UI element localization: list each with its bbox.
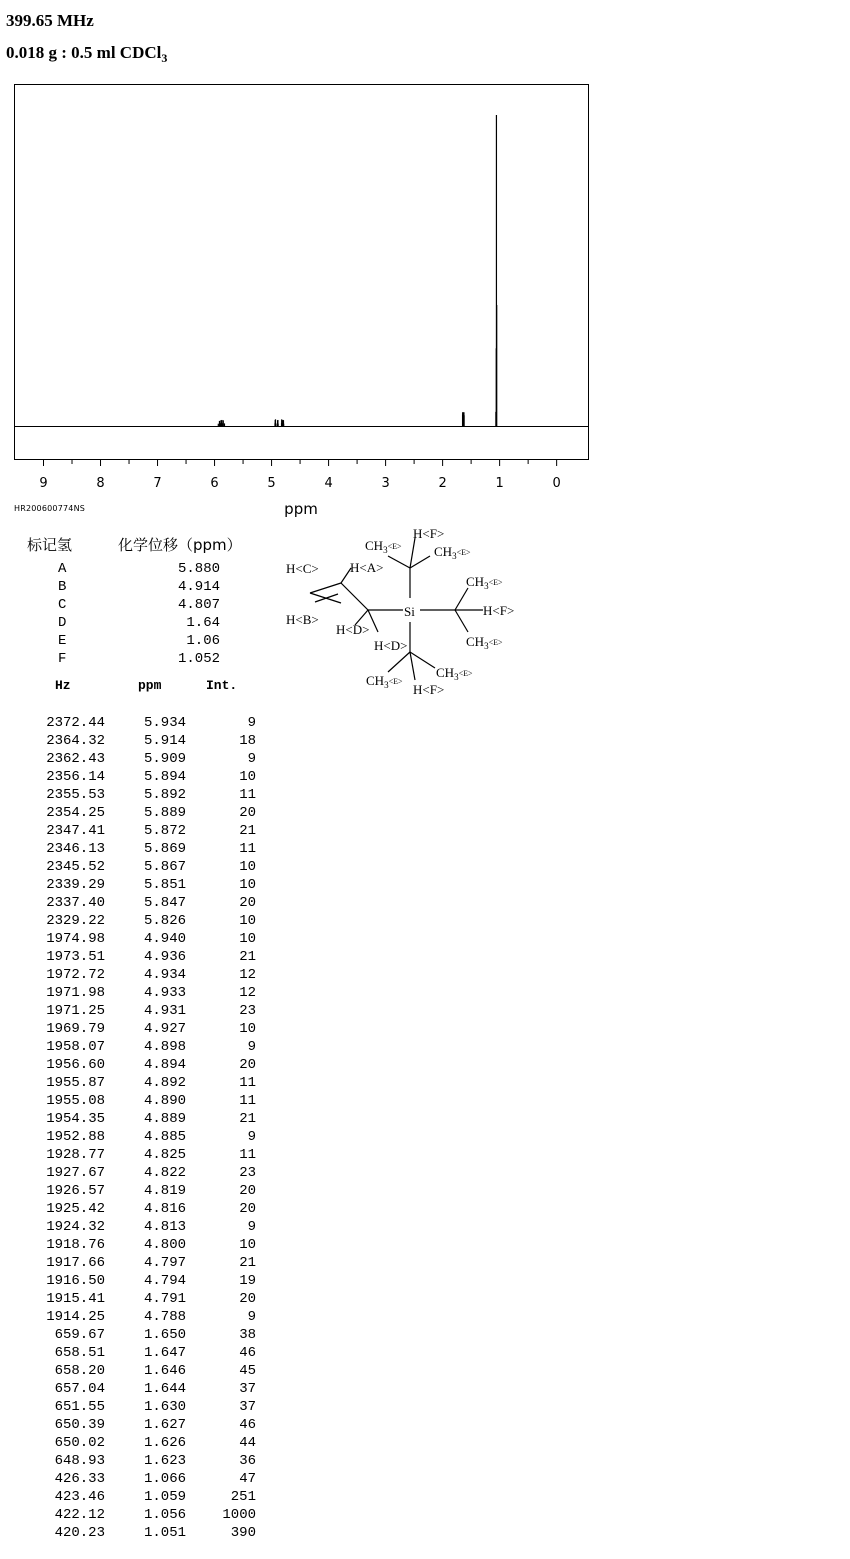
h-f-right-label: H<F> <box>483 603 515 618</box>
peak-int: 390 <box>230 1525 256 1541</box>
h-f-top-label: H<F> <box>413 526 445 541</box>
peak-ppm: 1.623 <box>143 1453 186 1469</box>
peak-hz: 2355.53 <box>46 787 105 803</box>
peak-hz: 1925.42 <box>46 1201 105 1217</box>
peak-hz: 426.33 <box>54 1471 105 1487</box>
peak-int: 10 <box>239 859 256 875</box>
assignment-label: F <box>58 651 67 667</box>
peak-hz: 2337.40 <box>46 895 105 911</box>
ch3-e2-label: $CH_3^{<E>}$ <box>434 544 471 561</box>
peak-hz: 2354.25 <box>46 805 105 821</box>
peak-ppm: 1.650 <box>143 1327 186 1343</box>
peak-int: 19 <box>239 1273 256 1289</box>
x-axis-label: ppm <box>284 500 318 518</box>
x-tick-label: 4 <box>324 476 333 491</box>
peak-header-hz: Hz <box>55 678 71 693</box>
peak-hz: 1974.98 <box>46 931 105 947</box>
peak-hz: 1973.51 <box>46 949 105 965</box>
peak-int: 10 <box>239 769 256 785</box>
peak-ppm: 5.869 <box>143 841 186 857</box>
peak-header-int: Int. <box>206 678 238 693</box>
peak-hz: 1915.41 <box>46 1291 105 1307</box>
peak-hz: 1956.60 <box>46 1057 105 1073</box>
peak-hz: 658.20 <box>54 1363 105 1379</box>
assignment-label: D <box>58 615 67 631</box>
peak-int: 11 <box>239 1075 256 1091</box>
assignment-label: B <box>58 579 67 595</box>
peak-int: 10 <box>239 913 256 929</box>
peak-ppm: 5.826 <box>143 913 186 929</box>
peak-ppm: 1.059 <box>143 1489 186 1505</box>
peak-hz: 422.12 <box>54 1507 105 1523</box>
peak-hz: 1958.07 <box>46 1039 105 1055</box>
peak-ppm: 5.914 <box>143 733 186 749</box>
peak-int: 1000 <box>222 1507 256 1523</box>
peak-ppm: 1.066 <box>143 1471 186 1487</box>
x-tick-label: 2 <box>438 476 447 491</box>
ch3-e4-label: $CH_3^{<E>}$ <box>466 634 503 651</box>
peak-int: 20 <box>239 895 256 911</box>
peak-int: 9 <box>247 1219 256 1235</box>
peak-ppm: 4.933 <box>143 985 186 1001</box>
peak-ppm: 4.813 <box>143 1219 186 1235</box>
peak-int: 23 <box>239 1003 256 1019</box>
peak-hz: 650.39 <box>54 1417 105 1433</box>
sample-subscript: 3 <box>161 51 168 65</box>
peak-hz: 2356.14 <box>46 769 105 785</box>
peak-int: 10 <box>239 1021 256 1037</box>
peak-hz: 1971.98 <box>46 985 105 1001</box>
x-tick-label: 6 <box>210 476 219 491</box>
peak-int: 23 <box>239 1165 256 1181</box>
h-b-label: H<B> <box>286 612 319 627</box>
assignment-shift: 5.880 <box>177 561 220 577</box>
x-tick-label: 5 <box>267 476 276 491</box>
peak-ppm: 4.819 <box>143 1183 186 1199</box>
peak-ppm: 1.644 <box>143 1381 186 1397</box>
peak-int: 9 <box>247 1129 256 1145</box>
peak-hz: 1952.88 <box>46 1129 105 1145</box>
ch3-e6-label: $CH_3^{<E>}$ <box>436 665 473 682</box>
peak-int: 46 <box>239 1417 256 1433</box>
peak-ppm: 4.791 <box>143 1291 186 1307</box>
h-d2-label: H<D> <box>374 638 408 653</box>
assignment-label: E <box>58 633 67 649</box>
h-a-label: H<A> <box>350 560 384 575</box>
peak-hz: 1928.77 <box>46 1147 105 1163</box>
atom-labels <box>286 526 514 697</box>
peak-ppm: 4.788 <box>143 1309 186 1325</box>
peak-hz: 1924.32 <box>46 1219 105 1235</box>
peaks-layer <box>218 115 496 427</box>
peak-ppm: 5.894 <box>143 769 186 785</box>
peak-ppm: 5.892 <box>143 787 186 803</box>
peak-int: 21 <box>239 1255 256 1271</box>
peak-ppm: 5.847 <box>143 895 186 911</box>
peak-int: 37 <box>239 1399 256 1415</box>
peak-ppm: 4.936 <box>143 949 186 965</box>
x-tick-label: 7 <box>153 476 162 491</box>
h-f-bottom-label: H<F> <box>413 682 445 697</box>
assignment-label: A <box>58 561 67 577</box>
peak-ppm: 4.800 <box>143 1237 186 1253</box>
assignment-shift: 1.64 <box>186 615 220 631</box>
peak-int: 21 <box>239 949 256 965</box>
peak-hz: 2346.13 <box>46 841 105 857</box>
peak-hz: 2364.32 <box>46 733 105 749</box>
peak-ppm: 4.940 <box>143 931 186 947</box>
x-tick-label: 8 <box>96 476 105 491</box>
h-c-label: H<C> <box>286 561 319 576</box>
peak-int: 10 <box>239 877 256 893</box>
peak-hz: 1972.72 <box>46 967 105 983</box>
peak-int: 11 <box>239 1093 256 1109</box>
peak-hz: 1954.35 <box>46 1111 105 1127</box>
assignment-label-header: 标记氢 <box>27 536 73 554</box>
peak-int: 37 <box>239 1381 256 1397</box>
peak-ppm: 4.797 <box>143 1255 186 1271</box>
peak-hz: 651.55 <box>54 1399 105 1415</box>
peak-hz: 658.51 <box>54 1345 105 1361</box>
peak-hz: 2329.22 <box>46 913 105 929</box>
peak-hz: 1918.76 <box>46 1237 105 1253</box>
peak-hz: 1917.66 <box>46 1255 105 1271</box>
peak-int: 20 <box>239 1291 256 1307</box>
peak-int: 11 <box>239 787 256 803</box>
peak-hz: 1914.25 <box>46 1309 105 1325</box>
peak-hz: 1955.87 <box>46 1075 105 1091</box>
peak-int: 18 <box>239 733 256 749</box>
peak-hz: 1971.25 <box>46 1003 105 1019</box>
peak-int: 10 <box>239 931 256 947</box>
peak-hz: 420.23 <box>54 1525 105 1541</box>
sample-main: 0.018 g : 0.5 ml CDCl <box>6 43 162 62</box>
peak-hz: 2347.41 <box>46 823 105 839</box>
peak-ppm: 5.851 <box>143 877 186 893</box>
peak-ppm: 4.892 <box>143 1075 186 1091</box>
peak-int: 45 <box>239 1363 256 1379</box>
peak-ppm: 4.931 <box>143 1003 186 1019</box>
peak-int: 20 <box>239 805 256 821</box>
peak-int: 9 <box>247 1309 256 1325</box>
peak-int: 36 <box>239 1453 256 1469</box>
peak-hz: 648.93 <box>54 1453 105 1469</box>
peak-int: 20 <box>239 1057 256 1073</box>
assignment-shift-header: 化学位移（ppm） <box>118 536 242 554</box>
peak-int: 21 <box>239 1111 256 1127</box>
peak-int: 12 <box>239 985 256 1001</box>
peak-int: 12 <box>239 967 256 983</box>
assignment-shift: 1.06 <box>186 633 220 649</box>
h-d1-label: H<D> <box>336 622 370 637</box>
peak-hz: 1916.50 <box>46 1273 105 1289</box>
peak-ppm: 4.894 <box>143 1057 186 1073</box>
peak-int: 11 <box>239 1147 256 1163</box>
x-tick-label: 9 <box>39 476 48 491</box>
plot-frame <box>15 85 589 460</box>
peak-ppm: 1.630 <box>143 1399 186 1415</box>
peak-hz: 423.46 <box>54 1489 105 1505</box>
nmr-spectrum-chart <box>0 0 600 525</box>
assignment-shift: 1.052 <box>177 651 220 667</box>
peak-hz: 1926.57 <box>46 1183 105 1199</box>
x-tick-label: 3 <box>381 476 390 491</box>
peak-hz: 657.04 <box>54 1381 105 1397</box>
peak-int: 21 <box>239 823 256 839</box>
peak-ppm: 4.890 <box>143 1093 186 1109</box>
ch3-e3-label: $CH_3^{<E>}$ <box>466 574 503 591</box>
peak-ppm: 4.816 <box>143 1201 186 1217</box>
peak-ppm: 4.822 <box>143 1165 186 1181</box>
peak-hz: 2345.52 <box>46 859 105 875</box>
peak-ppm: 1.626 <box>143 1435 186 1451</box>
peak-ppm: 4.794 <box>143 1273 186 1289</box>
peak-hz: 1927.67 <box>46 1165 105 1181</box>
peak-int: 20 <box>239 1183 256 1199</box>
peak-int: 9 <box>247 751 256 767</box>
peak-int: 38 <box>239 1327 256 1343</box>
peak-ppm: 1.647 <box>143 1345 186 1361</box>
peak-hz: 650.02 <box>54 1435 105 1451</box>
peak-int: 11 <box>239 841 256 857</box>
ticks-layer <box>39 460 560 491</box>
peak-ppm: 1.056 <box>143 1507 186 1523</box>
assignment-shift: 4.807 <box>177 597 220 613</box>
peak-ppm: 5.934 <box>143 715 186 731</box>
assignment-label: C <box>58 597 67 613</box>
peak-ppm: 4.885 <box>143 1129 186 1145</box>
peak-int: 9 <box>247 715 256 731</box>
peak-hz: 1969.79 <box>46 1021 105 1037</box>
peak-ppm: 1.051 <box>143 1525 186 1541</box>
peak-hz: 1955.08 <box>46 1093 105 1109</box>
peak-ppm: 1.646 <box>143 1363 186 1379</box>
peak-int: 47 <box>239 1471 256 1487</box>
peak-ppm: 1.627 <box>143 1417 186 1433</box>
peak-int: 20 <box>239 1201 256 1217</box>
peak-hz: 2339.29 <box>46 877 105 893</box>
peak-ppm: 4.825 <box>143 1147 186 1163</box>
si-label: Si <box>404 604 415 619</box>
ch3-e5-label: $CH_3^{<E>}$ <box>366 673 403 690</box>
x-tick-label: 0 <box>552 476 561 491</box>
peak-ppm: 5.867 <box>143 859 186 875</box>
peak-header-ppm: ppm <box>138 678 162 693</box>
assignment-shift: 4.914 <box>177 579 220 595</box>
peak-ppm: 5.909 <box>143 751 186 767</box>
ch3-e1-label: $CH_3^{<E>}$ <box>365 538 402 555</box>
molecule-structure <box>270 520 530 710</box>
peak-int: 46 <box>239 1345 256 1361</box>
frequency-label: 399.65 MHz <box>6 11 94 30</box>
peak-hz: 2362.43 <box>46 751 105 767</box>
peak-int: 10 <box>239 1237 256 1253</box>
peak-hz: 659.67 <box>54 1327 105 1343</box>
x-tick-label: 1 <box>495 476 504 491</box>
peak-int: 44 <box>239 1435 256 1451</box>
peak-ppm: 4.889 <box>143 1111 186 1127</box>
bonds <box>310 538 483 680</box>
peak-ppm: 4.934 <box>143 967 186 983</box>
peak-int: 9 <box>247 1039 256 1055</box>
peak-ppm: 4.898 <box>143 1039 186 1055</box>
peak-int: 251 <box>230 1489 256 1505</box>
spectrum-code: HR200600774NS <box>14 504 86 513</box>
peak-ppm: 5.889 <box>143 805 186 821</box>
peak-hz: 2372.44 <box>46 715 105 731</box>
peak-ppm: 4.927 <box>143 1021 186 1037</box>
peak-ppm: 5.872 <box>143 823 186 839</box>
